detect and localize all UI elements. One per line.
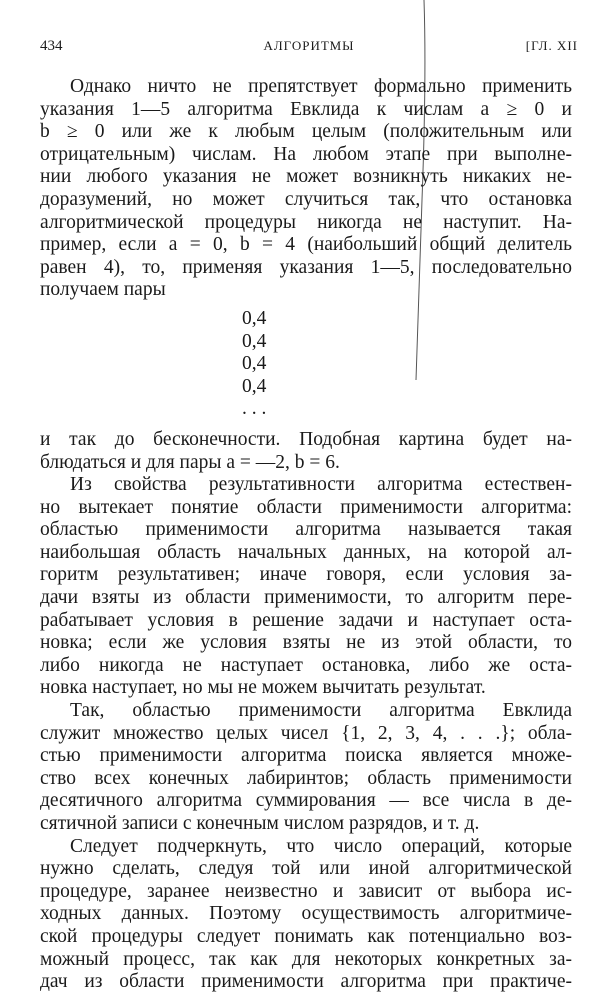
paragraph-4 xyxy=(40,700,572,836)
running-title: АЛГОРИТМЫ xyxy=(263,38,355,53)
text-line: десятичного алгоритма суммирования — все числа в де- xyxy=(40,790,572,812)
body-text xyxy=(40,76,572,994)
text-line: и так до бесконечности. Подобная картина будет на- xyxy=(40,428,572,450)
text-line: алгоритмической процедуры никогда не наступит. На- xyxy=(40,211,572,233)
text-line: ходных данных. Поэтому осуществимость алгоритмиче- xyxy=(40,903,572,925)
paragraph-1 xyxy=(40,76,572,302)
pair-item: 0,4 xyxy=(242,353,267,375)
text-line: новка наступает, но мы не можем вычитать результат. xyxy=(40,677,486,699)
text-line: Из свойства результативности алгоритма естествен- xyxy=(70,474,572,496)
text-line: равен 4), то, применяя указания 1—5, последовательно xyxy=(40,256,572,278)
text-line: b ≥ 0 или же к любым целым (положительным или xyxy=(40,121,572,143)
text-line: ство всех конечных лабиринтов; область применимости xyxy=(40,767,572,789)
running-header xyxy=(40,38,578,60)
chapter-label: [ГЛ. XII xyxy=(525,38,578,53)
paragraph-2 xyxy=(40,429,572,474)
text-line: стью применимости алгоритма поиска является множе- xyxy=(40,745,572,767)
text-line: отрицательным) числам. На любом этапе при выполне- xyxy=(40,143,572,165)
pair-item: 0,4 xyxy=(242,307,267,329)
paragraph-5 xyxy=(40,836,572,994)
text-line: дачи взяты из области применимости, то алгоритм пере- xyxy=(40,587,572,609)
page-number: 434 xyxy=(40,38,63,54)
text-line: можный процесс, так как для некоторых конкретных за- xyxy=(40,948,572,970)
text-line: сятичной записи с конечным числом разрядов, и т. д. xyxy=(40,813,480,834)
text-line: пример, если a = 0, b = 4 (наибольший общий делитель xyxy=(40,234,572,256)
text-line: областью применимости алгоритма называется такая xyxy=(40,519,572,541)
text-line: но вытекает понятие области применимости алгоритма: xyxy=(40,496,572,518)
text-line: ской процедуры следует понимать как потенциально воз- xyxy=(40,925,572,947)
text-line: процедуре, заранее неизвестно и зависит от выбора ис- xyxy=(40,880,572,902)
text-line: нии любого указания не может возникнуть никаких не- xyxy=(40,166,572,188)
text-line: указания 1—5 алгоритма Евклида к числам a ≥ 0 и xyxy=(40,98,572,120)
text-line: Однако ничто не препятствует формально применить xyxy=(70,76,572,97)
pairs-list xyxy=(40,308,572,421)
text-line: горитм результативен; иначе говоря, если условия за- xyxy=(40,564,572,586)
text-line: доразумений, но может случиться так, что остановка xyxy=(40,188,572,210)
text-line: служит множество целых чисел {1, 2, 3, 4, . . .}; обла- xyxy=(40,722,572,744)
text-line: Следует подчеркнуть, что число операций, которые xyxy=(70,835,572,857)
text-line: рабатывает условия в решение задачи и наступает оста- xyxy=(40,609,572,631)
text-line: Так, областью применимости алгоритма Евклида xyxy=(70,700,572,722)
text-line: получаем пары xyxy=(40,279,166,301)
paragraph-3 xyxy=(40,474,572,700)
text-line: дач из области применимости алгоритма при практиче- xyxy=(40,971,572,993)
text-line: блюдаться и для пары a = —2, b = 6. xyxy=(40,451,340,473)
pair-ellipsis: . . . xyxy=(242,398,267,420)
text-line: новка; если же условия взяты не из этой области, то xyxy=(40,632,572,654)
pair-item: 0,4 xyxy=(242,375,267,397)
text-line: нужно сделать, следуя той или иной алгоритмической xyxy=(40,858,572,880)
pair-item: 0,4 xyxy=(242,330,267,352)
text-line: либо никогда не наступает остановка, либо же оста- xyxy=(40,654,572,676)
text-line: наибольшая область начальных данных, на которой ал- xyxy=(40,541,572,563)
